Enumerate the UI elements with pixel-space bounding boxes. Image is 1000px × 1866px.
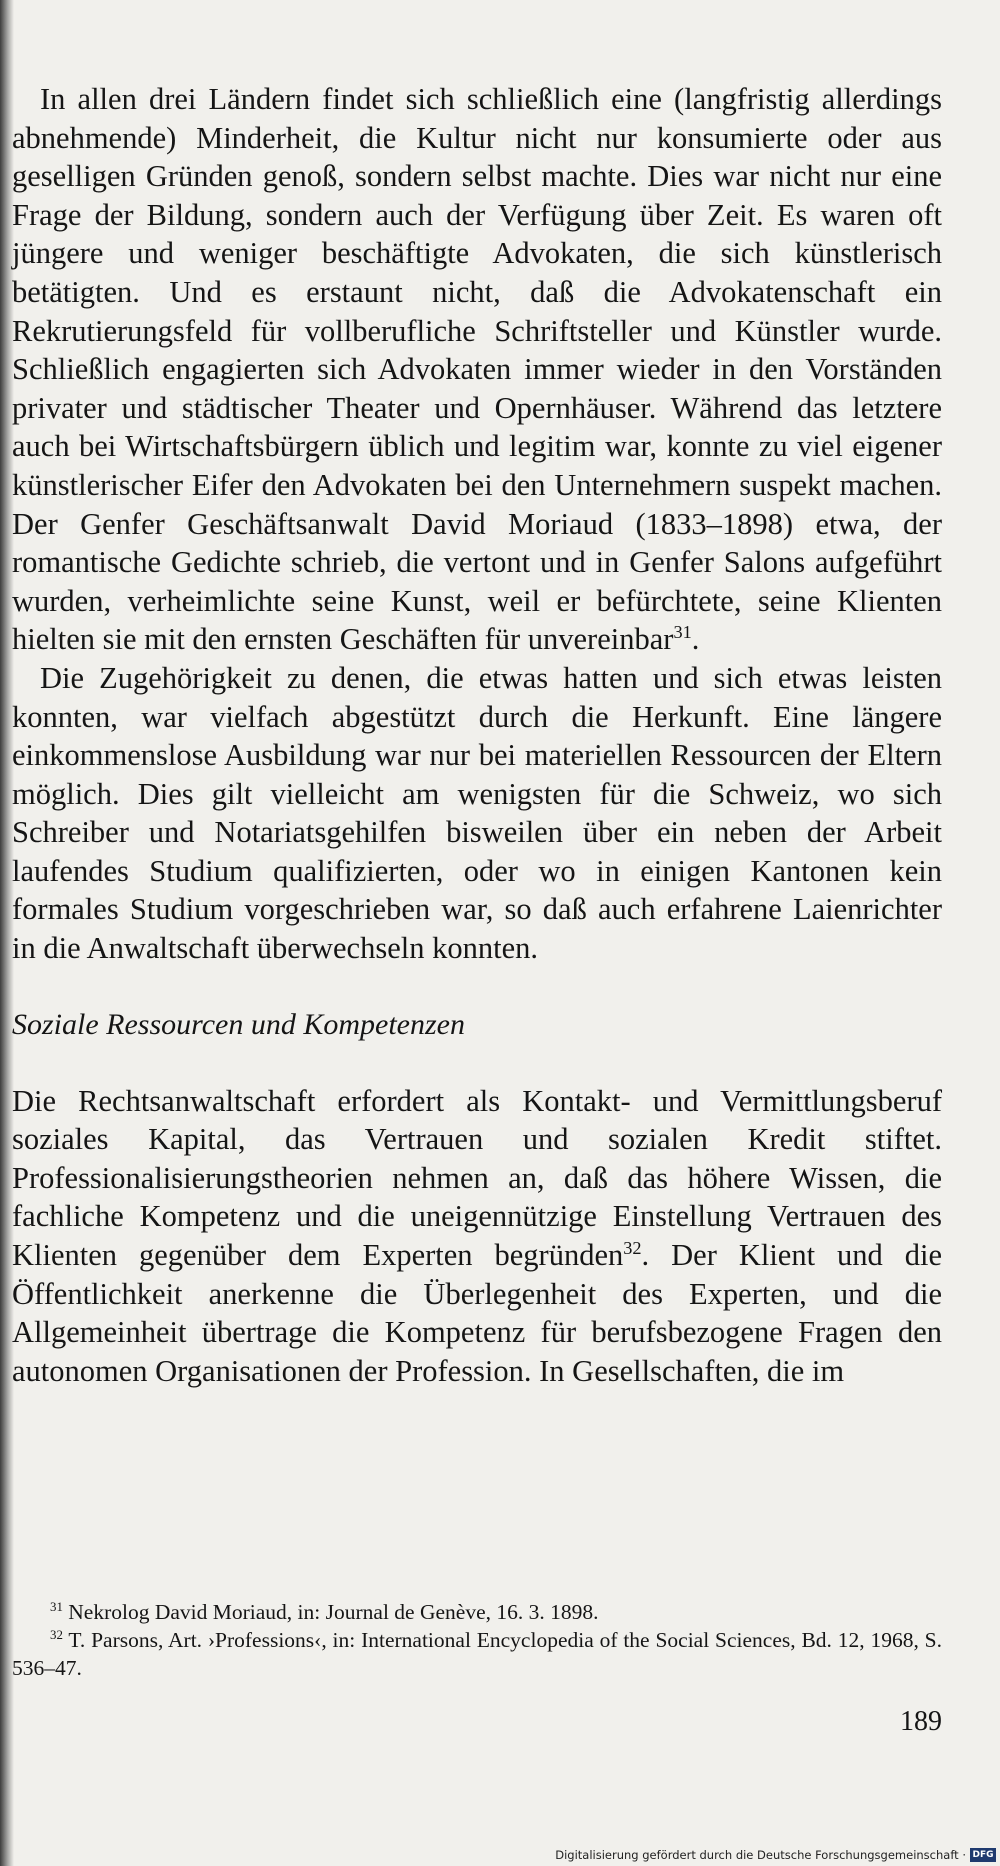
digitization-notice-text: Digitalisierung gefördert durch die Deutsche Forschungsgemeinschaft · xyxy=(555,1848,966,1862)
paragraph-culture xyxy=(12,80,942,659)
footnote-ref-31[interactable]: 31 xyxy=(673,622,692,643)
section-heading: Soziale Ressourcen und Kompetenzen xyxy=(12,1007,465,1041)
paragraph-origin: Die Zugehörigkeit zu denen, die etwas hatten und sich etwas leisten konnten, war vielfach abgestützt durch die Herkunft. Eine längere einkommenslose Ausbildung war nur bei materiellen Ressourcen der Eltern möglich. Dies gilt vielleicht am wenigsten für die Schweiz, wo sich Schreiber und Notariatsgehilfen bisweilen über ein neben der Arbeit laufendes Studium qualifizierten, oder wo in einigen Kantonen kein formales Studium vorgeschrieben war, so daß auch erfahrene Laienrichter in die Anwaltschaft überwechseln konnten. xyxy=(12,660,942,966)
paragraph-social-capital xyxy=(12,1082,942,1391)
paragraph-culture-text: In allen drei Ländern findet sich schließlich eine (langfristig allerdings abnehmende) Minderheit, die Kultur nicht nur konsumierte oder aus geselligen Gründen genoß, sondern selbst machte. Dies war nicht nur eine Frage der Bildung, sondern auch der Verfügung über Zeit. Es waren oft jüngere und weniger beschäftigte Advokaten, die sich künstlerisch betätigten. Und es erstaunt nicht, daß die Advokatenschaft ein Rekrutierungsfeld für vollberufliche Schriftsteller und Künstler wurde. Schließlich engagierten sich Advokaten immer wieder in den Vorständen privater und städtischer Theater und Opernhäuser. Während das letztere auch bei Wirtschaftsbürgern üblich und legitim war, konnte zu viel eigener künstlerischer Eifer den Advokaten bei den Unternehmern suspekt machen. Der Genfer Geschäftsanwalt David Moriaud (1833–1898) etwa, der romantische Gedichte schrieb, die vertont und in Genfer Salons aufgeführt wurden, verheimlichte seine Kunst, weil er befürchtete, seine Klienten hielten sie mit den ernsten Geschäften für unvereinbar xyxy=(12,82,942,657)
footnote-31 xyxy=(12,1598,942,1626)
digitization-notice xyxy=(555,1848,996,1862)
footnote-text: T. Parsons, Art. ›Professions‹, in: International Encyclopedia of the Social Sciences, Bd. 12, 1968, S. 536–47. xyxy=(12,1628,942,1680)
paragraph-social-capital-text-a: Die Rechtsanwaltschaft erfordert als Kontakt- und Vermittlungsberuf soziales Kapital, das Vertrauen und sozialen Kredit stiftet. Professionalisierungstheorien nehmen an, daß das höhere Wissen, die fachliche Kompetenz und die uneigennützige Einstellung Vertrauen des Klienten gegenüber dem Experten begründen xyxy=(12,1083,942,1273)
paragraph-culture-end: . xyxy=(691,622,700,657)
page-number: 189 xyxy=(900,1706,942,1737)
footnote-32 xyxy=(12,1626,942,1682)
dfg-logo-icon: DFG xyxy=(970,1848,996,1862)
footnote-text: Nekrolog David Moriaud, in: Journal de Genève, 16. 3. 1898. xyxy=(62,1600,599,1624)
footnote-ref-32[interactable]: 32 xyxy=(623,1237,642,1258)
footnote-number: 32 xyxy=(50,1627,63,1642)
page-body xyxy=(12,80,942,1390)
paragraph-social-capital-text-b: . Der Klient und die Öffentlichkeit anerkenne die Überlegenheit des Experten, und die Allgemeinheit übertrage die Kompetenz für berufsbezogene Fragen den autonomen Organisationen der Profession. In Gesellschaften, die im xyxy=(12,1238,942,1388)
footnote-number: 31 xyxy=(50,1599,63,1614)
footnotes xyxy=(12,1598,942,1682)
